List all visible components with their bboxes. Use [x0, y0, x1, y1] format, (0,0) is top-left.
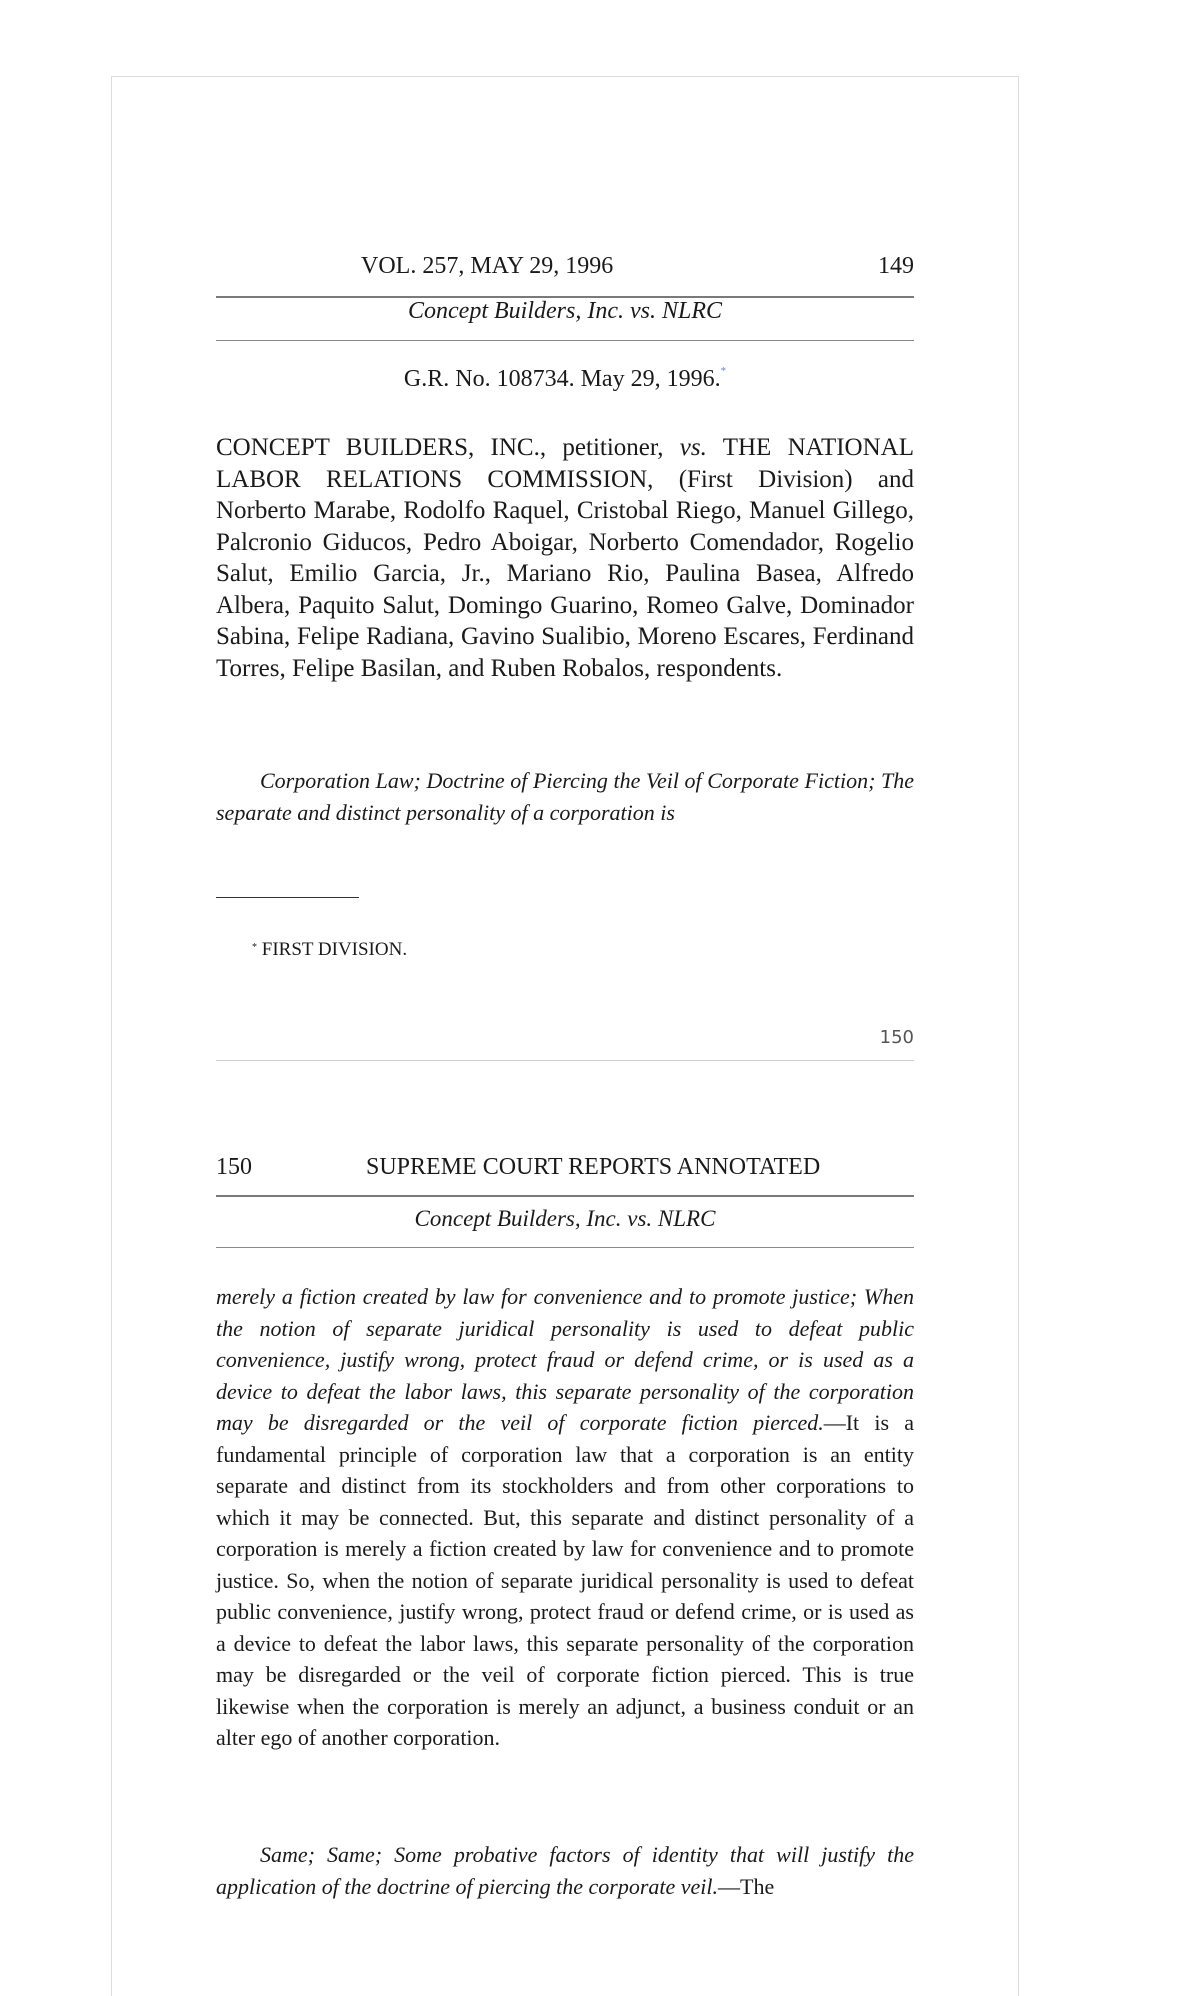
gr-number-text: G.R. No. 108734. May 29, 1996.: [403, 366, 721, 392]
footnote-rule: [216, 897, 359, 898]
syllabus-start: [216, 765, 914, 828]
syllabus-italic: Same; Same; Some probative factors of identity that will justify the application of the doctrine of piercing the corporate veil.: [216, 1842, 914, 1899]
footnote-text: FIRST DIVISION.: [261, 939, 408, 960]
syllabus-paragraph-2: [216, 1839, 914, 1902]
caption-rule: [216, 1247, 914, 1248]
gr-number: [216, 364, 914, 394]
syllabus-italic: merely a fiction created by law for convenience and to promote justice; When the notion of separate juridical personality is used to defeat public convenience, justify wrong, protect fraud or defend crime, or is used as a device to defeat the labor laws, this separate personality of the corporation may be disregarded or the veil of corporate fiction pierced.: [216, 1284, 914, 1435]
page-number: 150: [216, 1154, 252, 1180]
header-rule: [216, 1195, 914, 1197]
footnote-ref[interactable]: *: [720, 365, 727, 377]
syllabus-paragraph-1: [216, 1281, 914, 1754]
footnote-marker: *: [252, 942, 257, 953]
volume-date: VOL. 257, MAY 29, 1996: [361, 253, 614, 279]
case-caption: Concept Builders, Inc. vs. NLRC: [414, 1206, 716, 1231]
syllabus-text: —The: [718, 1873, 775, 1899]
footnote: [252, 938, 407, 962]
versus: vs.: [679, 434, 707, 461]
page-break-rule: [216, 1060, 914, 1061]
case-caption: Concept Builders, Inc. vs. NLRC: [408, 298, 722, 324]
petitioner: CONCEPT BUILDERS, INC., petitioner,: [216, 434, 664, 461]
case-parties: [216, 432, 914, 684]
syllabus-heading: Corporation Law; Doctrine of Piercing the Veil of Corporate Fiction; The separate and distinct personality of a corporation is: [216, 768, 914, 825]
page-number: 149: [878, 253, 914, 279]
caption-rule: [216, 340, 914, 341]
respondents: THE NATIONAL LABOR RELATIONS COMMISSION, (First Division) and Norberto Marabe, Rodolfo Raquel, Cristobal Riego, Manuel Gillego, Palcronio Giducos, Pedro Aboigar, Norberto Comendador, Rogelio Salut, Emilio Garcia, Jr., Mariano Rio, Paulina Basea, Alfredo Albera, Paquito Salut, Domingo Guarino, Romeo Galve, Dominador Sabina, Felipe Radiana, Gavino Sualibio, Moreno Escares, Ferdinand Torres, Felipe Basilan, and Ruben Robalos, respondents.: [216, 434, 914, 682]
reporter-title: SUPREME COURT REPORTS ANNOTATED: [366, 1154, 821, 1180]
syllabus-text: —It is a fundamental principle of corporation law that a corporation is an entity separate and distinct from its stockholders and from other corporations to which it may be connected. But, this separate and distinct personality of a corporation is merely a fiction created by law for convenience and to promote justice. So, when the notion of separate juridical personality is used to defeat public convenience, justify wrong, protect fraud or defend crime, or is used as a device to defeat the labor laws, this separate personality of the corporation may be disregarded or the veil of corporate fiction pierced. This is true likewise when the corporation is merely an adjunct, a business conduit or an alter ego of another corporation.: [216, 1410, 914, 1750]
page-break-number: 150: [879, 1027, 914, 1048]
